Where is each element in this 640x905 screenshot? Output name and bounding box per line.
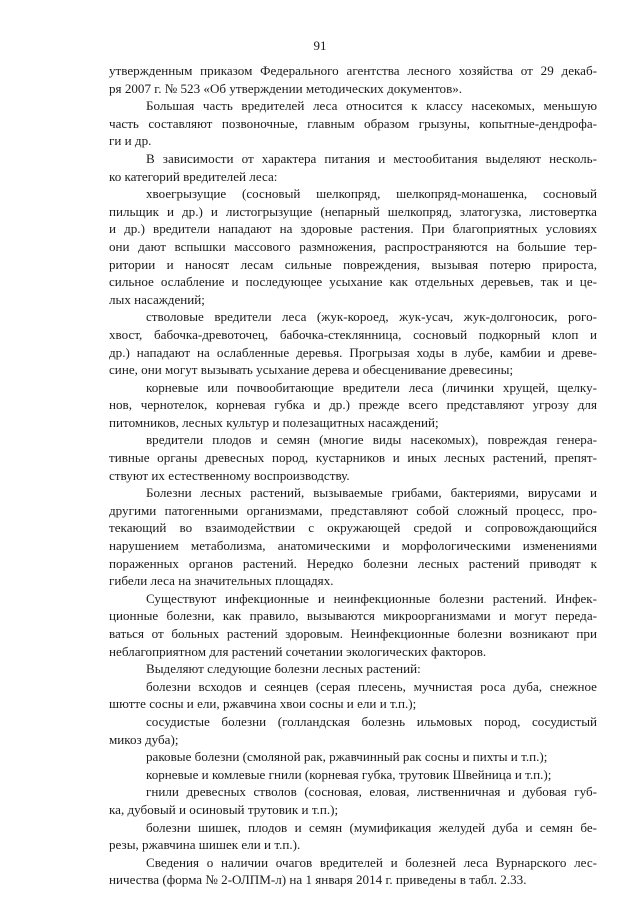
text-line: тивные органы древесных пород, кустарников и иных лесных растений, препят- [109, 450, 597, 466]
text-line: ритории и наносят лесам сильные повреждения, вызывая потерю прироста, [109, 256, 597, 272]
text-line: пильщик и др.) и листогрызущие (непарный шелкопряд, златогузка, листовертка [109, 203, 597, 219]
text-line: резы, ржавчина шишек ели и т.п.). [109, 837, 301, 853]
text-line: ничества (форма № 2-ОЛПМ-л) на 1 января 2014 г. приведены в табл. 2.33. [109, 872, 527, 888]
text-line: раковые болезни (смоляной рак, ржавчинный рак сосны и пихты и т.п.); [146, 749, 548, 765]
text-line: пораженных органов растений. Нередко болезни лесных растений приводят к [109, 555, 597, 571]
text-line: гибели леса на значительных площадях. [109, 573, 334, 589]
text-line: сине, они могут вызывать усыхание дерева и обесценивание древесины; [109, 362, 514, 378]
text-line: лых насаждений; [109, 291, 205, 307]
text-line: стволовые вредители леса (жук-короед, жук-усач, жук-долгоносик, рого- [146, 309, 597, 325]
text-line: Сведения о наличии очагов вредителей и болезней леса Вурнарского лес- [146, 854, 597, 870]
text-line: питомников, лесных культур и полезащитных насаждений; [109, 414, 439, 430]
text-line: корневые или почвообитающие вредители леса (личинки хрущей, щелку- [146, 379, 597, 395]
text-line: болезни всходов и сеянцев (серая плесень, мучнистая роса дуба, снежное [146, 678, 597, 694]
text-line: болезни шишек, плодов и семян (мумификация желудей дуба и семян бе- [146, 819, 597, 835]
text-line: вредители плодов и семян (многие виды насекомых), повреждая генера- [146, 432, 597, 448]
text-line: В зависимости от характера питания и местообитания выделяют несколь- [146, 150, 597, 166]
text-line: Большая часть вредителей леса относится к классу насекомых, меньшую [146, 98, 597, 114]
text-line: неблагоприятном для растений сочетании экологических факторов. [109, 643, 487, 659]
text-line: сильное ослабление и последующее усыхание как отдельных деревьев, так и це- [109, 274, 597, 290]
text-line: Болезни лесных растений, вызываемые грибами, бактериями, вирусами и [146, 485, 597, 501]
text-line: ко категорий вредителей леса: [109, 168, 278, 184]
text-line: текающий во взаимодействии с окружающей средой и сопровождающийся [109, 520, 597, 536]
text-line: Выделяют следующие болезни лесных растений: [146, 661, 421, 677]
text-line: ствуют их естественному воспроизводству. [109, 467, 350, 483]
text-line: ря 2007 г. № 523 «Об утверждении методических документов». [109, 80, 463, 96]
text-line: и др.) вредители нападают на здоровые растения. При благоприятных условиях [109, 221, 597, 237]
text-line: другими патогенными организмами, представляют собой сложный процесс, про- [109, 502, 597, 518]
text-line: хвоегрызущие (сосновый шелкопряд, шелкопряд-монашенка, сосновый [146, 186, 597, 202]
text-line: ваться от больных растений здоровым. Неинфекционные болезни возникают при [109, 626, 597, 641]
text-line: хвост, бабочка-древоточец, бабочка-стеклянница, сосновый подкорный клоп и [109, 326, 597, 342]
text-line: сосудистые болезни (голландская болезнь ильмовых пород, сосудистый [146, 713, 597, 729]
text-line: корневые и комлевые гнили (корневая губка, трутовик Швейница и т.п.); [146, 766, 552, 782]
page-number: 91 [313, 38, 327, 53]
text-line: др.) нападают на ослабленные деревья. Прогрызая ходы в лубе, камбии и древе- [109, 344, 597, 360]
text-line: ционные болезни, как правило, вызываются микроорганизмами и могут переда- [109, 608, 597, 624]
text-line: ка, дубовый и осиновый трутовик и т.п.); [109, 801, 339, 817]
text-line: микоз дуба); [109, 731, 179, 747]
body-text [109, 62, 597, 889]
text-line: ги и др. [109, 133, 152, 149]
text-line: нов, чернотелок, корневая губка и др.) прежде всего представляют угрозу для [109, 397, 597, 413]
text-line: часть составляют позвоночные, главным образом грызуны, копытные-дендрофа- [109, 115, 597, 131]
text-line: гнили древесных стволов (сосновая, еловая, лиственничная и дубовая губ- [146, 784, 597, 800]
text-line: нарушением метаболизма, анатомическими и морфологическими изменениями [109, 538, 597, 554]
text-line: шютте сосны и ели, ржавчина хвои сосны и ели и т.п.); [109, 696, 417, 712]
text-line: они дают вспышки массового размножения, распространяются на большие тер- [109, 238, 597, 254]
text-line: утвержденным приказом Федерального агентства лесного хозяйства от 29 декаб- [109, 63, 597, 78]
text-line: Существуют инфекционные и неинфекционные болезни растений. Инфек- [146, 590, 597, 606]
